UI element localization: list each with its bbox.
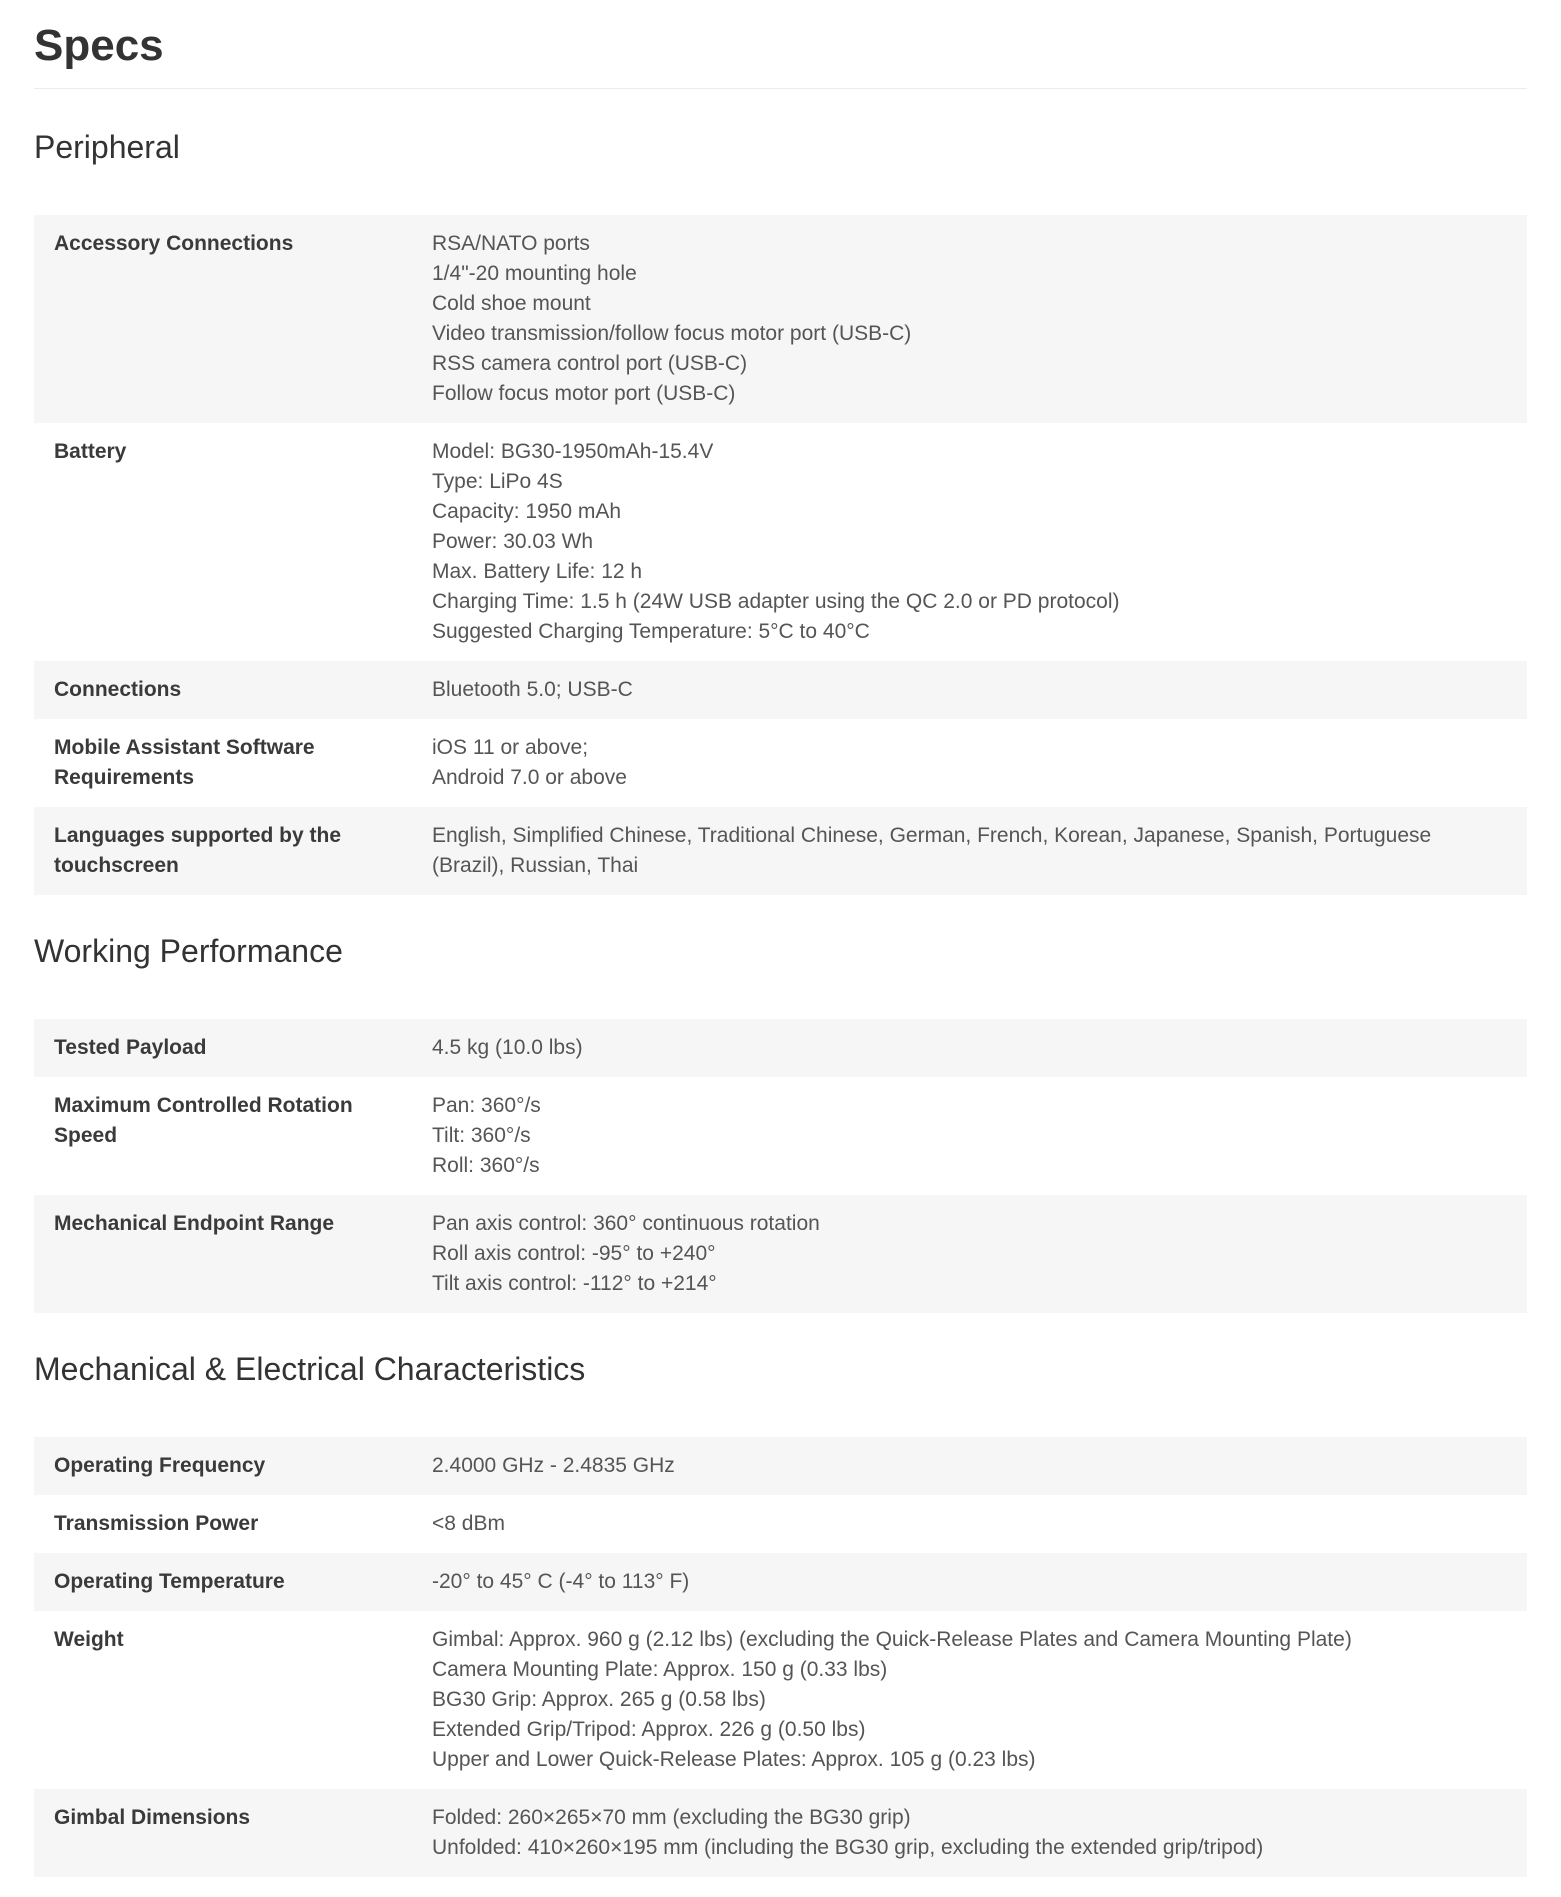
spec-value-line: RSA/NATO ports	[432, 232, 590, 255]
spec-value-line: Tilt: 360°/s	[432, 1124, 531, 1147]
spec-value	[404, 1195, 1527, 1313]
spec-value-line: Extended Grip/Tripod: Approx. 226 g (0.50 lbs)	[432, 1718, 866, 1741]
spec-value-line: 1/4"-20 mounting hole	[432, 262, 637, 285]
spec-value-line: Gimbal: Approx. 960 g (2.12 lbs) (excluding the Quick-Release Plates and Camera Mounting Plate)	[432, 1628, 1352, 1651]
spec-value	[404, 661, 1527, 719]
spec-value-line: Suggested Charging Temperature: 5°C to 40°C	[432, 620, 870, 643]
spec-value-line: Model: BG30-1950mAh-15.4V	[432, 440, 714, 463]
spec-value	[404, 807, 1527, 895]
spec-value-line: Video transmission/follow focus motor port (USB-C)	[432, 322, 912, 345]
spec-label: Weight	[34, 1611, 404, 1789]
spec-value	[404, 1611, 1527, 1789]
spec-label: Connections	[34, 661, 404, 719]
spec-table	[34, 1019, 1527, 1313]
spec-row-battery	[34, 423, 1527, 661]
spec-value-line: <8 dBm	[432, 1512, 505, 1535]
spec-value-line: Upper and Lower Quick-Release Plates: Approx. 105 g (0.23 lbs)	[432, 1748, 1036, 1771]
section-peripheral	[34, 89, 1527, 895]
spec-value-line: Roll: 360°/s	[432, 1154, 540, 1177]
spec-table	[34, 215, 1527, 895]
spec-value-line: Charging Time: 1.5 h (24W USB adapter using the QC 2.0 or PD protocol)	[432, 590, 1120, 613]
spec-row-mobile-assistant-software-requirements	[34, 719, 1527, 807]
spec-value	[404, 1553, 1527, 1611]
spec-value	[404, 215, 1527, 423]
spec-label: Transmission Power	[34, 1495, 404, 1553]
spec-value-line: Pan axis control: 360° continuous rotation	[432, 1212, 820, 1235]
section-working-performance	[34, 895, 1527, 1313]
spec-value	[404, 1495, 1527, 1553]
spec-label: Gimbal Dimensions	[34, 1789, 404, 1877]
spec-value-line: Cold shoe mount	[432, 292, 591, 315]
spec-value-line: Tilt axis control: -112° to +214°	[432, 1272, 717, 1295]
spec-label: Operating Frequency	[34, 1437, 404, 1495]
spec-sections	[34, 89, 1527, 1877]
spec-value-line: -20° to 45° C (-4° to 113° F)	[432, 1570, 690, 1593]
spec-value-line: Camera Mounting Plate: Approx. 150 g (0.33 lbs)	[432, 1658, 888, 1681]
spec-value	[404, 423, 1527, 661]
spec-value	[404, 1789, 1527, 1877]
spec-value	[404, 1019, 1527, 1077]
spec-label: Maximum Controlled Rotation Speed	[34, 1077, 404, 1195]
spec-label: Tested Payload	[34, 1019, 404, 1077]
spec-row-tested-payload	[34, 1019, 1527, 1077]
spec-value-line: Max. Battery Life: 12 h	[432, 560, 643, 583]
page-title: Specs	[34, 21, 164, 70]
spec-row-operating-frequency	[34, 1437, 1527, 1495]
spec-value-line: Folded: 260×265×70 mm (excluding the BG30 grip)	[432, 1806, 911, 1829]
spec-value-line: Type: LiPo 4S	[432, 470, 563, 493]
spec-label: Mobile Assistant Software Requirements	[34, 719, 404, 807]
spec-value-line: English, Simplified Chinese, Traditional Chinese, German, French, Korean, Japanese, Spanish, Portuguese (Brazil), Russian, Thai	[432, 824, 1432, 877]
spec-value-line: iOS 11 or above;	[432, 736, 589, 759]
spec-value-line: Unfolded: 410×260×195 mm (including the BG30 grip, excluding the extended grip/tripod)	[432, 1836, 1264, 1859]
spec-value-line: Pan: 360°/s	[432, 1094, 541, 1117]
spec-label: Mechanical Endpoint Range	[34, 1195, 404, 1313]
spec-value	[404, 1437, 1527, 1495]
spec-row-gimbal-dimensions	[34, 1789, 1527, 1877]
section-title: Mechanical & Electrical Characteristics	[34, 1351, 586, 1387]
spec-value-line: Android 7.0 or above	[432, 766, 627, 789]
spec-value-line: RSS camera control port (USB-C)	[432, 352, 748, 375]
section-title: Working Performance	[34, 933, 343, 969]
spec-row-operating-temperature	[34, 1553, 1527, 1611]
spec-value-line: Follow focus motor port (USB-C)	[432, 382, 736, 405]
section-mechanical-and-electrical-characteristics	[34, 1313, 1527, 1877]
spec-row-maximum-controlled-rotation-speed	[34, 1077, 1527, 1195]
spec-row-connections	[34, 661, 1527, 719]
spec-value-line: 4.5 kg (10.0 lbs)	[432, 1036, 583, 1059]
spec-label: Battery	[34, 423, 404, 661]
spec-row-weight	[34, 1611, 1527, 1789]
spec-row-mechanical-endpoint-range	[34, 1195, 1527, 1313]
spec-value-line: BG30 Grip: Approx. 265 g (0.58 lbs)	[432, 1688, 766, 1711]
spec-value-line: Bluetooth 5.0; USB-C	[432, 678, 633, 701]
spec-value-line: Capacity: 1950 mAh	[432, 500, 622, 523]
spec-value-line: Power: 30.03 Wh	[432, 530, 594, 553]
spec-table	[34, 1437, 1527, 1877]
spec-label: Operating Temperature	[34, 1553, 404, 1611]
spec-value	[404, 719, 1527, 807]
section-title: Peripheral	[34, 129, 180, 165]
spec-value-line: 2.4000 GHz - 2.4835 GHz	[432, 1454, 675, 1477]
spec-label: Languages supported by the touchscreen	[34, 807, 404, 895]
spec-value	[404, 1077, 1527, 1195]
spec-value-line: Roll axis control: -95° to +240°	[432, 1242, 716, 1265]
spec-row-languages-supported-by-the-touchscreen	[34, 807, 1527, 895]
spec-label: Accessory Connections	[34, 215, 404, 423]
spec-row-accessory-connections	[34, 215, 1527, 423]
spec-row-transmission-power	[34, 1495, 1527, 1553]
